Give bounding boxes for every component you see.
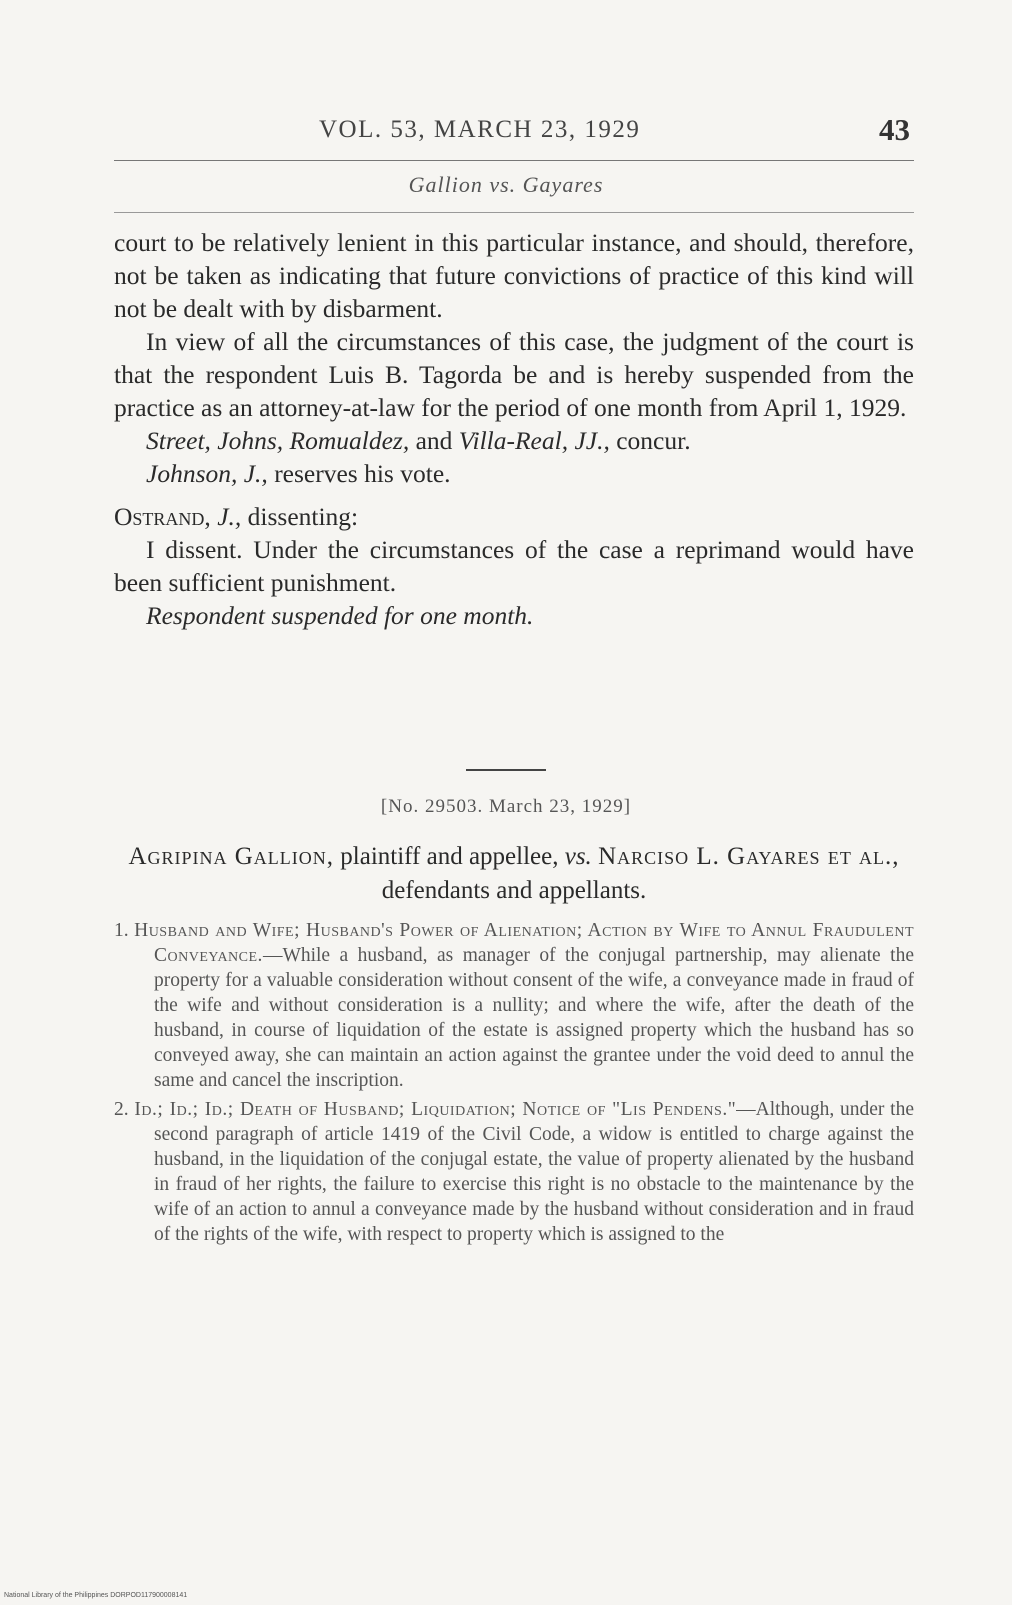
reserve-text: reserves his vote. <box>274 459 451 488</box>
running-head <box>114 112 914 152</box>
syllabus-item-1 <box>114 918 914 1093</box>
opinion-paragraph-1: court to be relatively lenient in this particular instance, and should, therefore, not be taken as indicating that future convictions of practice of this kind will not be dealt with by disbarment. <box>114 228 914 323</box>
page-number: 43 <box>879 112 910 147</box>
disposition: Respondent suspended for one month. <box>146 601 534 630</box>
source-footer: National Library of the Philippines DORPOD117900008141 <box>4 1592 188 1599</box>
concurring-justices: Street, Johns, Romualdez, <box>146 426 410 455</box>
syllabus-heading: Husband and Wife; Husband's Power of Alienation; Action by Wife to Annul Fraudulent Conveyance. <box>134 920 914 966</box>
versus: vs. <box>564 843 592 870</box>
running-title: VOL. 53, MARCH 23, 1929 <box>319 116 641 143</box>
syllabus-text: —While a husband, as manager of the conjugal partnership, may alienate the property for a valuable consideration without consent of the wife, a conveyance made in fraud of the wife and without consideration is a nullity; and where the wife, after the death of the husband, in course of liquidation of the estate is assigned property which the husband has so conveyed away, she can maintain an action against the grantee under the void deed to annul the same and cancel the inscription. <box>154 945 914 1091</box>
concur-and: and <box>415 426 453 455</box>
opinion-paragraph-2: In view of all the circumstances of this case, the judgment of the court is that the respondent Luis B. Tagorda be and is hereby suspended from the practice as an attorney-at-law for the period of one month from April 1, 1929. <box>114 327 914 422</box>
dissenting-justice: Ostrand, <box>114 502 211 531</box>
concurring-justices-2: Villa-Real, JJ., <box>458 426 610 455</box>
dissent-heading <box>114 500 914 533</box>
syllabus-item-2 <box>114 1097 914 1247</box>
syllabus-heading: Id.; Id.; Id.; Death of Husband; Liquidation; Notice of "Lis Pendens." <box>134 1099 737 1120</box>
concur-text: concur. <box>616 426 691 455</box>
reserving-justice: Johnson, J., <box>146 459 268 488</box>
plaintiff-role: plaintiff and appellee, <box>340 843 559 870</box>
header-rule <box>114 160 914 161</box>
concurrence-line <box>114 424 914 457</box>
syllabus <box>114 918 914 1251</box>
running-subtitle: Gallion vs. Gayares <box>408 172 604 197</box>
defendant-name: Narciso L. Gayares et al., <box>598 843 900 870</box>
syllabus-number: 2. <box>114 1099 129 1120</box>
opinion-text <box>114 226 914 632</box>
reservation-line <box>114 457 914 490</box>
section-separator <box>466 769 546 771</box>
subtitle-rule <box>114 212 914 213</box>
dissent-text: I dissent. Under the circumstances of the case a reprimand would have been sufficient punishment. <box>114 535 914 597</box>
dissent-j: J., <box>217 502 242 531</box>
syllabus-text: —Although, under the second paragraph of article 1419 of the Civil Code, a widow is entitled to charge against the husband, in the liquidation of the conjugal estate, the value of property alienated by the husband in fraud of her rights, the failure to exercise this right is no obstacle to the maintenance by the wife of an action to annul a conveyance made by the husband without consideration and in fraud of the rights of the wife, with respect to property which is assigned to the <box>154 1099 915 1245</box>
case-number: [No. 29503. March 23, 1929] <box>380 796 632 817</box>
dissent-label: dissenting: <box>247 502 359 531</box>
case-parties <box>114 840 914 908</box>
defendant-role: defendants and appellants. <box>381 877 647 904</box>
plaintiff-name: Agripina Gallion, <box>128 843 335 870</box>
syllabus-number: 1. <box>114 920 129 941</box>
